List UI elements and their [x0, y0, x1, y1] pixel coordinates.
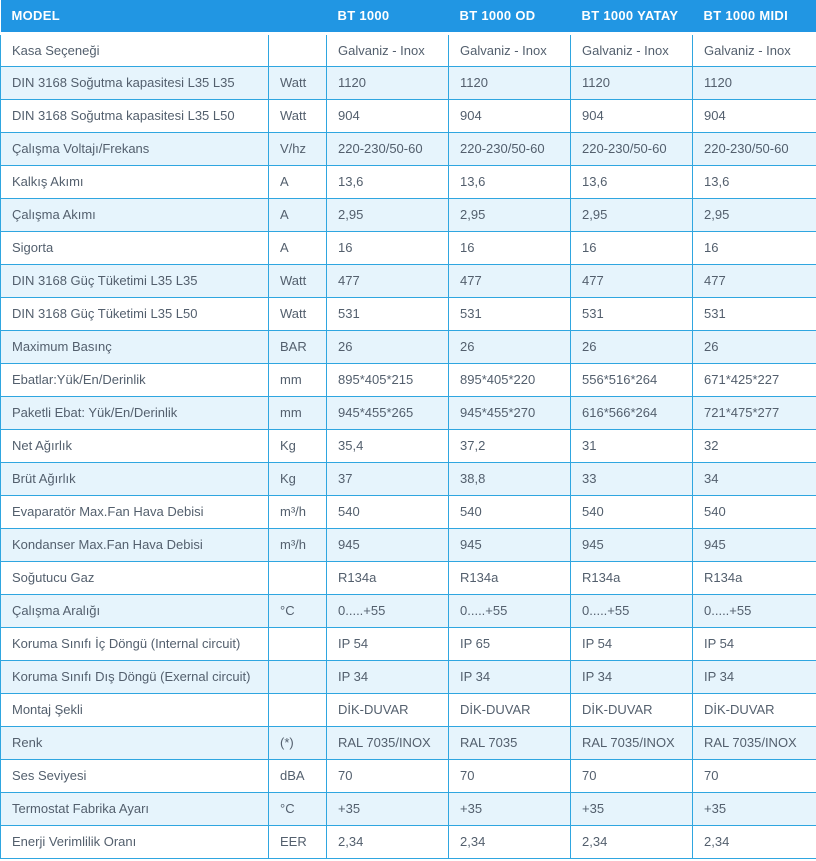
- value-cell: 26: [327, 330, 449, 363]
- row-unit-cell: A: [269, 165, 327, 198]
- table-row: [1, 594, 816, 627]
- row-label-cell: Soğutucu Gaz: [1, 561, 269, 594]
- value-cell: 540: [449, 495, 571, 528]
- value-cell: 671*425*227: [693, 363, 816, 396]
- row-unit-cell: dBA: [269, 759, 327, 792]
- value-cell: 895*405*220: [449, 363, 571, 396]
- row-label-cell: Kondanser Max.Fan Hava Debisi: [1, 528, 269, 561]
- value-cell: 0.....+55: [327, 594, 449, 627]
- row-unit-cell: [269, 627, 327, 660]
- value-cell: RAL 7035/INOX: [571, 726, 693, 759]
- value-cell: IP 54: [327, 627, 449, 660]
- table-row: [1, 165, 816, 198]
- value-cell: IP 34: [327, 660, 449, 693]
- row-unit-cell: [269, 561, 327, 594]
- column-header-bt1000-midi: BT 1000 MIDI: [693, 0, 816, 33]
- row-label-cell: Brüt Ağırlık: [1, 462, 269, 495]
- value-cell: 945: [449, 528, 571, 561]
- row-label-cell: Sigorta: [1, 231, 269, 264]
- row-label-cell: Evaparatör Max.Fan Hava Debisi: [1, 495, 269, 528]
- value-cell: 904: [571, 99, 693, 132]
- value-cell: 32: [693, 429, 816, 462]
- table-row: [1, 396, 816, 429]
- value-cell: 904: [327, 99, 449, 132]
- row-label-cell: DIN 3168 Soğutma kapasitesi L35 L35: [1, 66, 269, 99]
- table-row: [1, 792, 816, 825]
- table-row: [1, 231, 816, 264]
- row-unit-cell: m³/h: [269, 495, 327, 528]
- table-row: [1, 264, 816, 297]
- value-cell: 26: [571, 330, 693, 363]
- table-row: [1, 99, 816, 132]
- value-cell: Galvaniz - Inox: [693, 33, 816, 66]
- value-cell: RAL 7035: [449, 726, 571, 759]
- row-unit-cell: mm: [269, 363, 327, 396]
- value-cell: 1120: [571, 66, 693, 99]
- value-cell: 531: [327, 297, 449, 330]
- value-cell: 26: [693, 330, 816, 363]
- value-cell: 1120: [449, 66, 571, 99]
- table-row: [1, 462, 816, 495]
- row-label-cell: Termostat Fabrika Ayarı: [1, 792, 269, 825]
- table-row: [1, 759, 816, 792]
- value-cell: 70: [327, 759, 449, 792]
- value-cell: 31: [571, 429, 693, 462]
- row-unit-cell: mm: [269, 396, 327, 429]
- value-cell: 0.....+55: [571, 594, 693, 627]
- row-label-cell: Maximum Basınç: [1, 330, 269, 363]
- table-row: [1, 495, 816, 528]
- table-row: [1, 330, 816, 363]
- value-cell: 37,2: [449, 429, 571, 462]
- row-unit-cell: A: [269, 231, 327, 264]
- row-label-cell: Kalkış Akımı: [1, 165, 269, 198]
- value-cell: 945*455*265: [327, 396, 449, 429]
- value-cell: 616*566*264: [571, 396, 693, 429]
- value-cell: 26: [449, 330, 571, 363]
- table-row: [1, 429, 816, 462]
- value-cell: 540: [571, 495, 693, 528]
- value-cell: 0.....+55: [449, 594, 571, 627]
- row-unit-cell: °C: [269, 792, 327, 825]
- row-label-cell: Koruma Sınıfı Dış Döngü (Exernal circuit): [1, 660, 269, 693]
- row-label-cell: Montaj Şekli: [1, 693, 269, 726]
- value-cell: 13,6: [693, 165, 816, 198]
- table-body: [1, 33, 816, 858]
- row-label-cell: Enerji Verimlilik Oranı: [1, 825, 269, 858]
- row-unit-cell: (*): [269, 726, 327, 759]
- row-label-cell: Paketli Ebat: Yük/En/Derinlik: [1, 396, 269, 429]
- table-row: [1, 297, 816, 330]
- value-cell: 35,4: [327, 429, 449, 462]
- value-cell: 945: [571, 528, 693, 561]
- value-cell: DİK-DUVAR: [571, 693, 693, 726]
- value-cell: IP 34: [693, 660, 816, 693]
- row-label-cell: DIN 3168 Güç Tüketimi L35 L50: [1, 297, 269, 330]
- table-row: [1, 66, 816, 99]
- column-header-bt1000-od: BT 1000 OD: [449, 0, 571, 33]
- value-cell: 38,8: [449, 462, 571, 495]
- value-cell: DİK-DUVAR: [327, 693, 449, 726]
- value-cell: 16: [571, 231, 693, 264]
- row-label-cell: Çalışma Aralığı: [1, 594, 269, 627]
- value-cell: 2,95: [571, 198, 693, 231]
- value-cell: 904: [693, 99, 816, 132]
- row-unit-cell: Kg: [269, 462, 327, 495]
- table-row: [1, 528, 816, 561]
- value-cell: 16: [449, 231, 571, 264]
- value-cell: 2,95: [693, 198, 816, 231]
- value-cell: 70: [693, 759, 816, 792]
- table-row: [1, 198, 816, 231]
- value-cell: 477: [449, 264, 571, 297]
- value-cell: 556*516*264: [571, 363, 693, 396]
- value-cell: +35: [327, 792, 449, 825]
- value-cell: 16: [327, 231, 449, 264]
- value-cell: 2,95: [449, 198, 571, 231]
- value-cell: 2,34: [571, 825, 693, 858]
- row-unit-cell: [269, 33, 327, 66]
- table-row: [1, 726, 816, 759]
- row-label-cell: Ebatlar:Yük/En/Derinlik: [1, 363, 269, 396]
- row-label-cell: Net Ağırlık: [1, 429, 269, 462]
- value-cell: 904: [449, 99, 571, 132]
- table-row: [1, 561, 816, 594]
- value-cell: +35: [449, 792, 571, 825]
- row-unit-cell: Watt: [269, 297, 327, 330]
- value-cell: 2,95: [327, 198, 449, 231]
- value-cell: 220-230/50-60: [571, 132, 693, 165]
- value-cell: RAL 7035/INOX: [693, 726, 816, 759]
- row-unit-cell: m³/h: [269, 528, 327, 561]
- value-cell: Galvaniz - Inox: [449, 33, 571, 66]
- value-cell: 1120: [327, 66, 449, 99]
- value-cell: 16: [693, 231, 816, 264]
- value-cell: 220-230/50-60: [327, 132, 449, 165]
- value-cell: 945*455*270: [449, 396, 571, 429]
- value-cell: 540: [327, 495, 449, 528]
- value-cell: 13,6: [449, 165, 571, 198]
- row-unit-cell: A: [269, 198, 327, 231]
- value-cell: 220-230/50-60: [449, 132, 571, 165]
- table-row: [1, 363, 816, 396]
- value-cell: IP 34: [449, 660, 571, 693]
- value-cell: 540: [693, 495, 816, 528]
- value-cell: 2,34: [693, 825, 816, 858]
- value-cell: 721*475*277: [693, 396, 816, 429]
- value-cell: 70: [571, 759, 693, 792]
- row-label-cell: Koruma Sınıfı İç Döngü (Internal circuit): [1, 627, 269, 660]
- value-cell: 477: [571, 264, 693, 297]
- header-row: [1, 0, 816, 33]
- value-cell: R134a: [449, 561, 571, 594]
- table-row: [1, 660, 816, 693]
- value-cell: 1120: [693, 66, 816, 99]
- value-cell: 945: [693, 528, 816, 561]
- value-cell: 895*405*215: [327, 363, 449, 396]
- value-cell: +35: [571, 792, 693, 825]
- value-cell: 531: [693, 297, 816, 330]
- column-header-bt1000-yatay: BT 1000 YATAY: [571, 0, 693, 33]
- value-cell: 531: [449, 297, 571, 330]
- row-label-cell: Kasa Seçeneği: [1, 33, 269, 66]
- column-header-unit: [269, 0, 327, 33]
- row-unit-cell: EER: [269, 825, 327, 858]
- row-unit-cell: Watt: [269, 264, 327, 297]
- value-cell: 34: [693, 462, 816, 495]
- value-cell: RAL 7035/INOX: [327, 726, 449, 759]
- row-label-cell: Çalışma Akımı: [1, 198, 269, 231]
- value-cell: 477: [327, 264, 449, 297]
- table-row: [1, 627, 816, 660]
- value-cell: R134a: [693, 561, 816, 594]
- value-cell: IP 34: [571, 660, 693, 693]
- table-row: [1, 693, 816, 726]
- value-cell: Galvaniz - Inox: [571, 33, 693, 66]
- table-row: [1, 33, 816, 66]
- value-cell: 945: [327, 528, 449, 561]
- value-cell: 13,6: [327, 165, 449, 198]
- row-unit-cell: Watt: [269, 66, 327, 99]
- row-unit-cell: [269, 660, 327, 693]
- row-label-cell: Renk: [1, 726, 269, 759]
- value-cell: 13,6: [571, 165, 693, 198]
- row-unit-cell: BAR: [269, 330, 327, 363]
- table-row: [1, 825, 816, 858]
- value-cell: 33: [571, 462, 693, 495]
- value-cell: +35: [693, 792, 816, 825]
- value-cell: IP 65: [449, 627, 571, 660]
- column-header-bt1000: BT 1000: [327, 0, 449, 33]
- row-label-cell: DIN 3168 Güç Tüketimi L35 L35: [1, 264, 269, 297]
- table-row: [1, 132, 816, 165]
- row-label-cell: DIN 3168 Soğutma kapasitesi L35 L50: [1, 99, 269, 132]
- row-unit-cell: Kg: [269, 429, 327, 462]
- row-unit-cell: [269, 693, 327, 726]
- value-cell: 70: [449, 759, 571, 792]
- value-cell: 477: [693, 264, 816, 297]
- value-cell: R134a: [327, 561, 449, 594]
- value-cell: 531: [571, 297, 693, 330]
- value-cell: 2,34: [327, 825, 449, 858]
- row-label-cell: Ses Seviyesi: [1, 759, 269, 792]
- value-cell: 2,34: [449, 825, 571, 858]
- row-label-cell: Çalışma Voltajı/Frekans: [1, 132, 269, 165]
- value-cell: 0.....+55: [693, 594, 816, 627]
- row-unit-cell: Watt: [269, 99, 327, 132]
- value-cell: Galvaniz - Inox: [327, 33, 449, 66]
- value-cell: DİK-DUVAR: [693, 693, 816, 726]
- column-header-model: MODEL: [1, 0, 269, 33]
- value-cell: IP 54: [571, 627, 693, 660]
- row-unit-cell: °C: [269, 594, 327, 627]
- value-cell: 37: [327, 462, 449, 495]
- value-cell: 220-230/50-60: [693, 132, 816, 165]
- value-cell: IP 54: [693, 627, 816, 660]
- value-cell: R134a: [571, 561, 693, 594]
- row-unit-cell: V/hz: [269, 132, 327, 165]
- value-cell: DİK-DUVAR: [449, 693, 571, 726]
